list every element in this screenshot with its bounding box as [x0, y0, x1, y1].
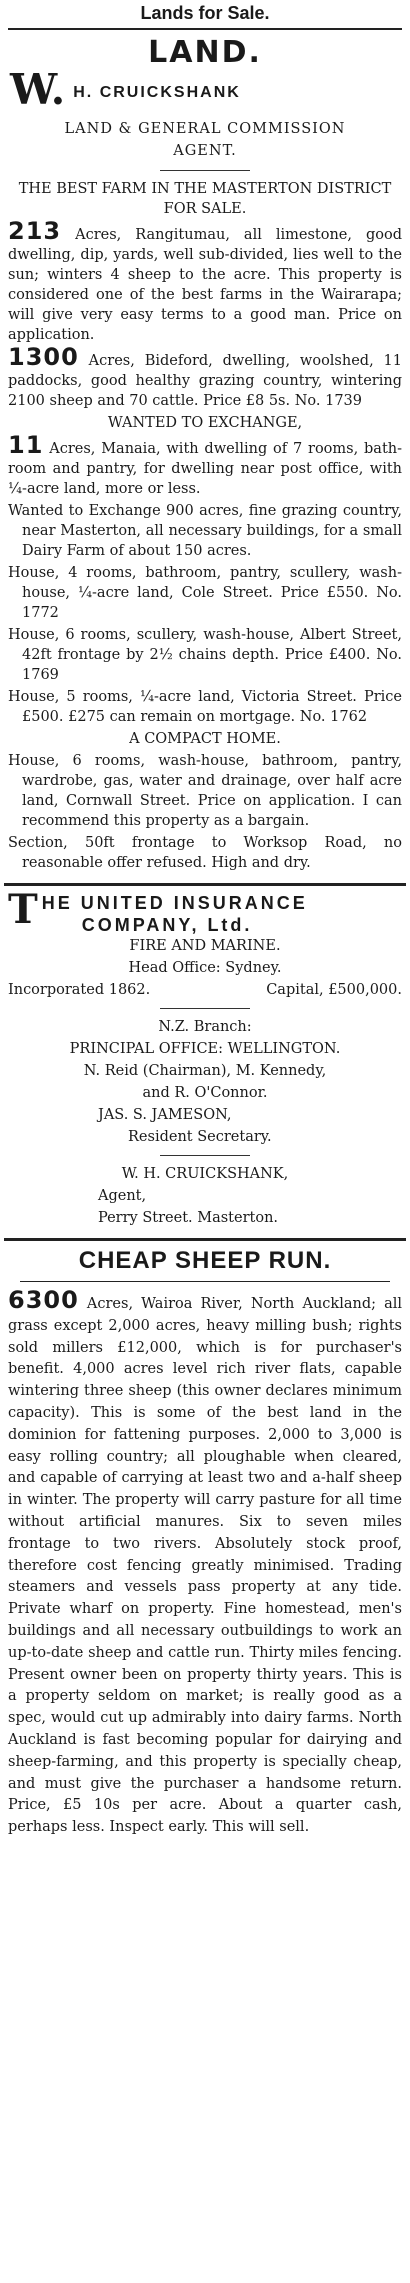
- secretary-title: Resident Secretary.: [128, 1129, 272, 1145]
- exchange-heading: WANTED TO EXCHANGE,: [107, 415, 303, 431]
- short-divider: [160, 1008, 250, 1009]
- branch: N.Z. Branch:: [158, 1019, 252, 1035]
- listing-house-5: House, 5 rooms, ¼-acre land, Victoria Street. Price £500. £275 can remain on mortgage. No. 1762: [8, 689, 402, 725]
- listing-house-6-albert: House, 6 rooms, scullery, wash-house, Albert Street, 42ft frontage by 2½ chains depth. Price £400. No. 1769: [8, 627, 402, 683]
- agent-title: Agent,: [98, 1188, 147, 1204]
- capital: Capital, £500,000.: [266, 982, 402, 998]
- listing-number: 11: [8, 431, 44, 459]
- heading-rule: [20, 1281, 390, 1282]
- sheep-run-heading: CHEAP SHEEP RUN.: [78, 1247, 332, 1274]
- listing-wanted-900: Wanted to Exchange 900 acres, fine grazing country, near Masterton, all necessary buildings, for a small Dairy Farm of about 150 acres.: [8, 503, 402, 559]
- secretary-name: JAS. S. JAMESON,: [98, 1107, 232, 1123]
- insurance-name-line1: HE UNITED INSURANCE: [41, 893, 308, 913]
- short-divider: [160, 1155, 250, 1156]
- listing-text: Acres, Bideford, dwelling, woolshed, 11 paddocks, good healthy grazing country, wintering 2100 sheep and 70 cattle. Price £8 5s. No. 1739: [8, 353, 403, 409]
- listings-body: [0, 179, 410, 873]
- insurance-name-row: [0, 886, 410, 936]
- incorporated: Incorporated 1862.: [8, 982, 151, 998]
- principal-office: PRINCIPAL OFFICE: WELLINGTON.: [69, 1041, 341, 1057]
- agent-address: Perry Street. Masterton.: [98, 1210, 279, 1226]
- listing-number: 6300: [8, 1286, 79, 1314]
- head-office: Head Office: Sydney.: [128, 960, 282, 976]
- insurance-name-line2: COMPANY, Ltd.: [81, 915, 253, 935]
- directors-line2: and R. O'Connor.: [142, 1085, 268, 1101]
- land-advertisement: [0, 36, 410, 873]
- listing-section: Section, 50ft frontage to Worksop Road, no reasonable offer refused. High and dry.: [8, 835, 402, 871]
- drop-initial: T: [8, 886, 38, 933]
- sheep-run-listing: [0, 1286, 410, 1839]
- listing-number: 213: [8, 217, 62, 245]
- land-heading: LAND.: [148, 35, 262, 70]
- agent-name: H. CRUICKSHANK: [73, 84, 241, 101]
- compact-home-heading: A COMPACT HOME.: [129, 731, 281, 747]
- insurance-name: [42, 892, 308, 936]
- section-divider: [4, 883, 406, 886]
- listing-compact-home: House, 6 rooms, wash-house, bathroom, pantry, wardrobe, gas, water and drainage, over half acre land, Cornwall Street. Price on application. I can recommend this property as a bargain.: [8, 753, 402, 829]
- farm-heading: THE BEST FARM IN THE MASTERTON DISTRICT FOR SALE.: [18, 181, 392, 217]
- section-divider: [4, 1238, 406, 1241]
- listing-text: Acres, Rangitumau, all limestone, good dwelling, dip, yards, well sub-divided, lies well to the sun; winters 4 sheep to the acre. This property is considered one of the best farms in the Wairarapa; will give very easy terms to a good man. Price on application.: [8, 227, 402, 343]
- header-rule: [8, 28, 402, 30]
- short-divider: [160, 170, 250, 171]
- insurance-body: [0, 936, 410, 1228]
- listing-house-4: House, 4 rooms, bathroom, pantry, scullery, wash-house, ¼-acre land, Cole Street. Price £550. No. 1772: [8, 565, 402, 621]
- column-header: Lands for Sale.: [140, 3, 270, 23]
- listing-number: 1300: [8, 343, 79, 371]
- sheep-run-advertisement: [0, 1247, 410, 1839]
- agent-business-line: LAND & GENERAL COMMISSION: [64, 121, 346, 137]
- w-initial: W.: [10, 65, 66, 114]
- listing-text: Acres, Manaia, with dwelling of 7 rooms, bath-room and pantry, for dwelling near post office, with ¼-acre land, more or less.: [8, 441, 403, 497]
- agent-title-line: AGENT.: [173, 143, 237, 159]
- incorporated-row: [8, 980, 402, 1000]
- agent-name: W. H. CRUICKSHANK,: [121, 1166, 289, 1182]
- listing-text: Acres, Wairoa River, North Auckland; all grass except 2,000 acres, heavy milling bush; rights sold millers £12,000, which is for purchaser's benefit. 4,000 acres level rich river flats, capable wintering three sheep (this owner declares minimum capacity). This is some of the best land in the dominion for fattening purposes. 2,000 to 3,000 is easy rolling country; all ploughable when cleared, and capable of carrying at least two and a-half sheep in winter. The property will carry pasture for all time without artificial manures. Six to seven miles frontage to two rivers. Absolutely stock proof, therefore cost fencing greatly minimised. Trading steamers and vessels pass property at any tide. Private wharf on property. Fine homestead, men's buildings and all necessary outbuildings to work an up-to-date sheep and cattle run. Thirty miles fencing. Present owner been on property thirty years. This is a property seldom on market; is really good as a spec, would cut up admirably into dairy farms. North Auckland is fast becoming popular for dairying and sheep-farming, and this property is specially cheap, and must give the purchaser a handsome return. Price, £5 10s per acre. About a quarter cash, perhaps less. Inspect early. This will sell.: [8, 1296, 403, 1836]
- fire-marine: FIRE AND MARINE.: [129, 938, 281, 954]
- listing-11: [8, 431, 403, 499]
- agent-name-row: [0, 65, 410, 114]
- directors-line1: N. Reid (Chairman), M. Kennedy,: [83, 1063, 327, 1079]
- insurance-advertisement: [0, 886, 410, 1228]
- listing-213: [8, 217, 402, 345]
- listing-1300: [8, 343, 403, 411]
